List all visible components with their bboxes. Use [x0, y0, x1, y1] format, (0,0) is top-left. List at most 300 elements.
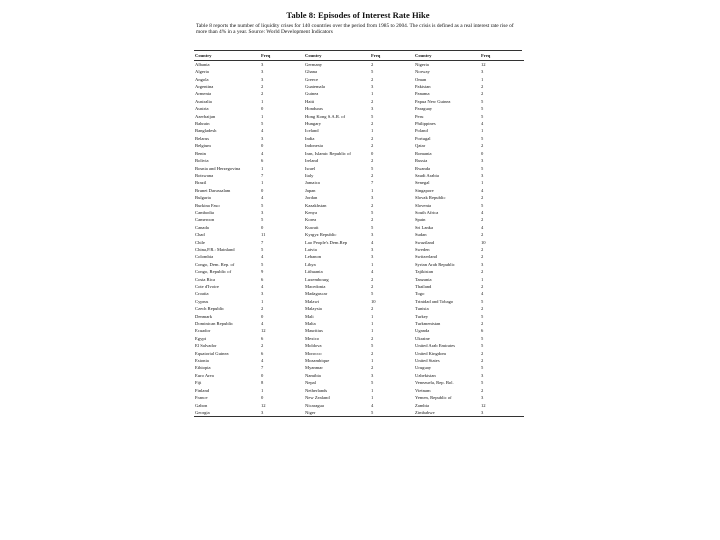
country-cell: Gabon: [195, 402, 208, 408]
table-row: [194, 127, 524, 134]
table-row: [194, 224, 524, 231]
country-cell: Nepal: [305, 380, 316, 386]
country-cell: Israel: [305, 165, 316, 171]
country-cell: Togo: [415, 291, 425, 297]
freq-cell: 3: [371, 195, 374, 201]
country-cell: Korea: [305, 217, 317, 223]
table-row: [194, 239, 524, 246]
country-cell: Myanmar: [305, 365, 323, 371]
country-cell: Netherlands: [305, 387, 328, 393]
country-cell: Morocco: [305, 350, 322, 356]
country-cell: Vietnam: [415, 387, 431, 393]
data-table: [194, 51, 524, 418]
freq-cell: 5: [261, 121, 264, 127]
freq-cell: 3: [261, 135, 264, 141]
freq-cell: 2: [371, 276, 374, 282]
country-cell: Italy: [305, 172, 314, 178]
freq-cell: 4: [261, 321, 264, 327]
country-cell: Colombia: [195, 254, 214, 260]
country-cell: United States: [415, 358, 440, 364]
country-cell: Zimbabwe: [415, 409, 435, 415]
freq-cell: 4: [371, 402, 374, 408]
country-cell: Bulgaria: [195, 195, 211, 201]
table-row: [194, 98, 524, 105]
freq-cell: 5: [261, 202, 264, 208]
freq-cell: 2: [371, 217, 374, 223]
freq-cell: 5: [481, 313, 484, 319]
freq-cell: 5: [481, 335, 484, 341]
table-row: [194, 327, 524, 334]
freq-cell: 2: [481, 284, 484, 289]
country-cell: Dominican Republic: [195, 321, 234, 327]
freq-cell: 1: [261, 113, 264, 119]
country-cell: Ecuador: [195, 328, 211, 334]
freq-cell: 2: [481, 195, 484, 201]
country-cell: Peru: [415, 113, 424, 119]
freq-cell: 5: [371, 380, 374, 386]
country-cell: Egypt: [195, 335, 206, 341]
freq-cell: 2: [481, 84, 484, 90]
freq-cell: 2: [371, 335, 374, 341]
freq-cell: 5: [481, 343, 484, 349]
freq-cell: 1: [371, 328, 374, 334]
freq-cell: 4: [261, 254, 264, 260]
table-row: [194, 60, 524, 68]
country-cell: Belarus: [195, 135, 210, 141]
table-row: [194, 313, 524, 320]
country-cell: Trinidad and Tobago: [415, 298, 454, 304]
country-cell: Zambia: [415, 402, 430, 408]
freq-cell: 2: [481, 387, 484, 393]
table-row: [194, 194, 524, 201]
freq-cell: 3: [261, 69, 264, 75]
country-cell: Argentina: [195, 84, 214, 90]
freq-cell: 5: [371, 291, 374, 297]
freq-cell: 1: [261, 98, 264, 104]
freq-cell: 7: [261, 365, 264, 371]
country-cell: Tanzania: [415, 276, 432, 282]
country-cell: Malawi: [305, 298, 320, 304]
country-cell: Jamaica: [305, 180, 320, 186]
country-cell: Poland: [415, 128, 428, 134]
freq-cell: 1: [371, 91, 374, 97]
freq-cell: 5: [481, 106, 484, 112]
country-cell: France: [195, 395, 208, 401]
freq-cell: 5: [481, 113, 484, 119]
table-title: Table 8: Episodes of Interest Rate Hike: [286, 10, 430, 20]
country-cell: Portugal: [415, 135, 431, 141]
table-row: [194, 261, 524, 268]
country-cell: Lithuania: [305, 269, 323, 275]
table-row: [194, 209, 524, 216]
country-cell: Iran, Islamic Republic of: [305, 150, 351, 156]
country-cell: Kyrgyz Republic: [305, 232, 337, 238]
freq-cell: 4: [371, 239, 374, 245]
country-cell: Uganda: [415, 328, 430, 334]
country-cell: Brazil: [195, 180, 207, 186]
freq-cell: 2: [481, 254, 484, 260]
country-cell: Chile: [195, 239, 205, 245]
country-cell: Tajikistan: [415, 269, 434, 275]
freq-cell: 5: [481, 135, 484, 141]
table-row: [194, 113, 524, 120]
country-cell: South Africa: [415, 209, 439, 215]
country-cell: Romania: [415, 150, 432, 156]
country-cell: Lao People's Dem.Rep: [305, 239, 348, 245]
country-cell: Japan: [305, 187, 316, 193]
freq-cell: 5: [481, 365, 484, 371]
country-cell: Sri Lanka: [415, 224, 433, 230]
country-cell: Finland: [195, 387, 210, 393]
table-description: Table 8 reports the number of liquidity crises for 140 countries over the period from 1985 to 2004. The crisis is defined as a real interest rate rise of more than 4% in a year. Source: World Development Indicators: [196, 23, 514, 36]
freq-cell: 0: [371, 150, 374, 156]
freq-cell: 5: [261, 246, 264, 252]
table-row: [194, 76, 524, 83]
freq-cell: 3: [371, 246, 374, 252]
country-cell: Greece: [305, 76, 319, 82]
freq-cell: 4: [261, 358, 264, 364]
country-cell: Ireland: [305, 158, 319, 164]
freq-cell: 5: [481, 380, 484, 386]
freq-cell: 3: [371, 232, 374, 238]
country-cell: Norway: [415, 69, 430, 75]
country-cell: Guatemala: [305, 84, 325, 90]
country-cell: Cyprus: [195, 298, 209, 304]
country-cell: Mali: [305, 313, 314, 319]
country-cell: Algeria: [195, 69, 209, 75]
country-cell: Bangladesh: [195, 128, 217, 134]
freq-cell: 5: [261, 217, 264, 223]
country-cell: Bolivia: [195, 158, 209, 164]
country-cell: Namibia: [305, 372, 321, 378]
freq-cell: 3: [261, 76, 264, 82]
country-cell: Angola: [195, 76, 209, 82]
country-cell: Indonesia: [305, 143, 323, 149]
freq-cell: 3: [481, 158, 484, 164]
freq-cell: 6: [261, 158, 264, 164]
country-cell: Syrian Arab Republic: [415, 261, 455, 267]
freq-cell: 1: [481, 276, 484, 282]
freq-cell: 5: [371, 165, 374, 171]
freq-cell: 10: [481, 239, 486, 245]
freq-cell: 3: [261, 209, 264, 215]
country-cell: Philippines: [415, 121, 436, 127]
freq-cell: 2: [481, 306, 484, 312]
country-cell: Cambodia: [195, 209, 214, 215]
country-cell: Senegal: [415, 180, 430, 186]
country-cell: Panama: [415, 91, 430, 97]
freq-cell: 3: [371, 254, 374, 260]
freq-cell: 3: [261, 61, 264, 67]
freq-cell: 0: [261, 224, 264, 230]
country-cell: Kuwait: [305, 224, 319, 230]
country-cell: Qatar: [415, 143, 426, 149]
freq-cell: 4: [371, 269, 374, 275]
country-cell: Congo, Dem. Rep. of: [195, 261, 235, 267]
country-cell: Nigeria: [415, 61, 429, 67]
column-header: Country: [415, 52, 432, 58]
freq-cell: 3: [371, 84, 374, 90]
freq-cell: 1: [371, 313, 374, 319]
country-cell: Guinea: [305, 91, 319, 97]
country-cell: Euro Area: [195, 372, 214, 378]
freq-cell: 2: [371, 350, 374, 356]
freq-cell: 9: [261, 269, 264, 275]
freq-cell: 5: [371, 113, 374, 119]
freq-cell: 4: [481, 121, 484, 127]
country-cell: Austria: [195, 106, 209, 112]
country-cell: Czech Republic: [195, 306, 225, 312]
table-row: [194, 157, 524, 164]
country-cell: Denmark: [195, 313, 213, 319]
country-cell: Latvia: [305, 246, 317, 252]
table-row: [194, 120, 524, 127]
country-cell: Cameroon: [195, 217, 215, 223]
freq-cell: 2: [261, 343, 264, 349]
country-cell: Tunisia: [415, 306, 429, 312]
table-row: [194, 172, 524, 179]
country-cell: Malaysia: [305, 306, 322, 312]
table-row: [194, 379, 524, 386]
freq-cell: 1: [261, 298, 264, 304]
country-cell: Nicaragua: [305, 402, 324, 408]
table-row: [194, 350, 524, 357]
freq-cell: 4: [261, 195, 264, 201]
country-cell: Niger: [305, 409, 316, 415]
freq-cell: 7: [261, 172, 264, 178]
freq-cell: 2: [481, 246, 484, 252]
country-cell: Macedonia: [305, 284, 326, 289]
country-cell: Pakistan: [415, 84, 431, 90]
freq-cell: 4: [261, 284, 264, 289]
freq-cell: 12: [481, 402, 486, 408]
freq-cell: 1: [481, 128, 484, 134]
freq-cell: 5: [371, 209, 374, 215]
freq-cell: 0: [261, 187, 264, 193]
freq-cell: 2: [261, 306, 264, 312]
column-header: Freq: [261, 52, 271, 58]
freq-cell: 5: [481, 98, 484, 104]
document-page: [193, 10, 523, 530]
table-row: [194, 283, 524, 290]
country-cell: Jordan: [305, 195, 318, 201]
country-cell: Sweden: [415, 246, 430, 252]
country-cell: El Salvador: [195, 343, 217, 349]
country-cell: Canada: [195, 224, 209, 230]
country-cell: Kenya: [305, 209, 317, 215]
country-cell: Lebanon: [305, 254, 322, 260]
column-header: Freq: [481, 52, 491, 58]
freq-cell: 2: [371, 135, 374, 141]
country-cell: Hong Kong S.A.R. of: [305, 113, 346, 119]
table-row: [194, 268, 524, 275]
table-row: [194, 90, 524, 97]
table-row: [194, 357, 524, 364]
country-cell: Mexico: [305, 335, 320, 341]
table-row: [194, 246, 524, 253]
table-row: [194, 135, 524, 142]
freq-cell: 0: [261, 313, 264, 319]
country-cell: Madagascar: [305, 291, 328, 297]
freq-cell: 1: [371, 358, 374, 364]
table-row: [194, 320, 524, 327]
country-cell: Paraguay: [415, 106, 433, 112]
freq-cell: 12: [261, 328, 266, 334]
freq-cell: 7: [371, 180, 374, 186]
freq-cell: 3: [481, 372, 484, 378]
table-row: [194, 68, 524, 75]
freq-cell: 2: [481, 143, 484, 149]
country-cell: New Zealand: [305, 395, 330, 401]
country-cell: Kazakhstan: [305, 202, 327, 208]
country-cell: Papua New Guinea: [415, 98, 451, 104]
country-cell: Uruguay: [415, 365, 432, 371]
freq-cell: 5: [261, 261, 264, 267]
freq-cell: 2: [481, 91, 484, 97]
country-cell: Saudi Arabia: [415, 172, 439, 178]
freq-cell: 1: [261, 165, 264, 171]
freq-cell: 1: [371, 261, 374, 267]
country-cell: Swaziland: [415, 239, 435, 245]
freq-cell: 0: [261, 143, 264, 149]
country-cell: Cote d'Ivoire: [195, 284, 219, 289]
freq-cell: 2: [371, 143, 374, 149]
freq-cell: 6: [261, 276, 264, 282]
country-cell: Georgia: [195, 409, 210, 415]
freq-cell: 2: [481, 217, 484, 223]
country-cell: Thailand: [415, 284, 432, 289]
table-row: [194, 187, 524, 194]
freq-cell: 2: [481, 269, 484, 275]
table-row: [194, 387, 524, 394]
freq-cell: 12: [481, 61, 486, 67]
freq-cell: 0: [261, 372, 264, 378]
freq-cell: 0: [261, 395, 264, 401]
country-cell: Azerbaijan: [195, 113, 216, 119]
country-cell: Oman: [415, 76, 427, 82]
freq-cell: 2: [261, 84, 264, 90]
freq-cell: 6: [261, 350, 264, 356]
country-cell: Botswana: [195, 172, 214, 178]
country-cell: Mauritius: [305, 328, 323, 334]
country-cell: Estonia: [195, 358, 209, 364]
country-cell: Rwanda: [415, 165, 431, 171]
freq-cell: 4: [481, 224, 484, 230]
freq-cell: 2: [371, 284, 374, 289]
freq-cell: 1: [371, 395, 374, 401]
table-row: [194, 335, 524, 342]
freq-cell: 5: [481, 202, 484, 208]
freq-cell: 8: [261, 380, 264, 386]
freq-cell: 1: [371, 387, 374, 393]
country-cell: India: [305, 135, 315, 141]
country-cell: Armenia: [195, 91, 212, 97]
table-row: [194, 290, 524, 297]
table-row: [194, 298, 524, 305]
country-cell: Russia: [415, 158, 428, 164]
freq-cell: 3: [481, 261, 484, 267]
table-row: [194, 305, 524, 312]
column-header: Country: [305, 52, 322, 58]
table-row: [194, 216, 524, 223]
freq-cell: 3: [481, 172, 484, 178]
country-cell: Bosnia and Herzegovina: [195, 165, 241, 171]
freq-cell: 3: [371, 106, 374, 112]
freq-cell: 2: [371, 306, 374, 312]
freq-cell: 3: [481, 395, 484, 401]
country-cell: Croatia: [195, 291, 209, 297]
freq-cell: 1: [371, 187, 374, 193]
freq-cell: 1: [371, 321, 374, 327]
country-cell: Albania: [195, 61, 210, 67]
country-cell: Moldova: [305, 343, 322, 349]
freq-cell: 3: [371, 372, 374, 378]
table-row: [194, 202, 524, 209]
country-cell: Australia: [195, 98, 212, 104]
freq-cell: 2: [371, 172, 374, 178]
freq-cell: 2: [481, 358, 484, 364]
country-cell: Slovak Republic: [415, 195, 446, 201]
country-cell: Slovenia: [415, 202, 432, 208]
country-cell: Singapore: [415, 187, 434, 193]
country-cell: Ethiopia: [195, 365, 211, 371]
freq-cell: 6: [261, 335, 264, 341]
table-row: [194, 276, 524, 283]
freq-cell: 11: [261, 232, 266, 238]
table-row: [194, 179, 524, 186]
freq-cell: 6: [481, 328, 484, 334]
column-header: Freq: [371, 52, 381, 58]
country-cell: Sudan: [415, 232, 427, 238]
table-row: [194, 142, 524, 149]
table-row: [194, 150, 524, 157]
freq-cell: 12: [261, 402, 266, 408]
freq-cell: 2: [371, 202, 374, 208]
country-cell: Iceland: [305, 128, 319, 134]
country-cell: Ukraine: [415, 335, 430, 341]
freq-cell: 0: [261, 106, 264, 112]
freq-cell: 2: [371, 76, 374, 82]
freq-cell: 2: [371, 98, 374, 104]
country-cell: Honduras: [305, 106, 323, 112]
table-row: [194, 372, 524, 379]
country-cell: Burkina Faso: [195, 202, 220, 208]
table-row: [194, 231, 524, 238]
freq-cell: 1: [371, 128, 374, 134]
freq-cell: 5: [371, 343, 374, 349]
freq-cell: 3: [261, 291, 264, 297]
table-row: [194, 83, 524, 90]
freq-cell: 1: [261, 180, 264, 186]
country-cell: Costa Rica: [195, 276, 216, 282]
table-row: [194, 409, 524, 417]
country-cell: Turkey: [415, 313, 429, 319]
table-row: [194, 402, 524, 409]
table-row: [194, 364, 524, 371]
header-row: [194, 51, 524, 61]
country-cell: Bahrain: [195, 121, 210, 127]
freq-cell: 4: [261, 150, 264, 156]
freq-cell: 2: [261, 91, 264, 97]
freq-cell: 1: [261, 387, 264, 393]
country-cell: Switzerland: [415, 254, 437, 260]
table-row: [194, 253, 524, 260]
country-cell: Libya: [305, 261, 316, 267]
freq-cell: 5: [371, 409, 374, 415]
country-cell: Spain: [415, 217, 426, 223]
freq-cell: 7: [261, 239, 264, 245]
country-cell: Venezuela, Rep. Bol.: [415, 380, 454, 386]
